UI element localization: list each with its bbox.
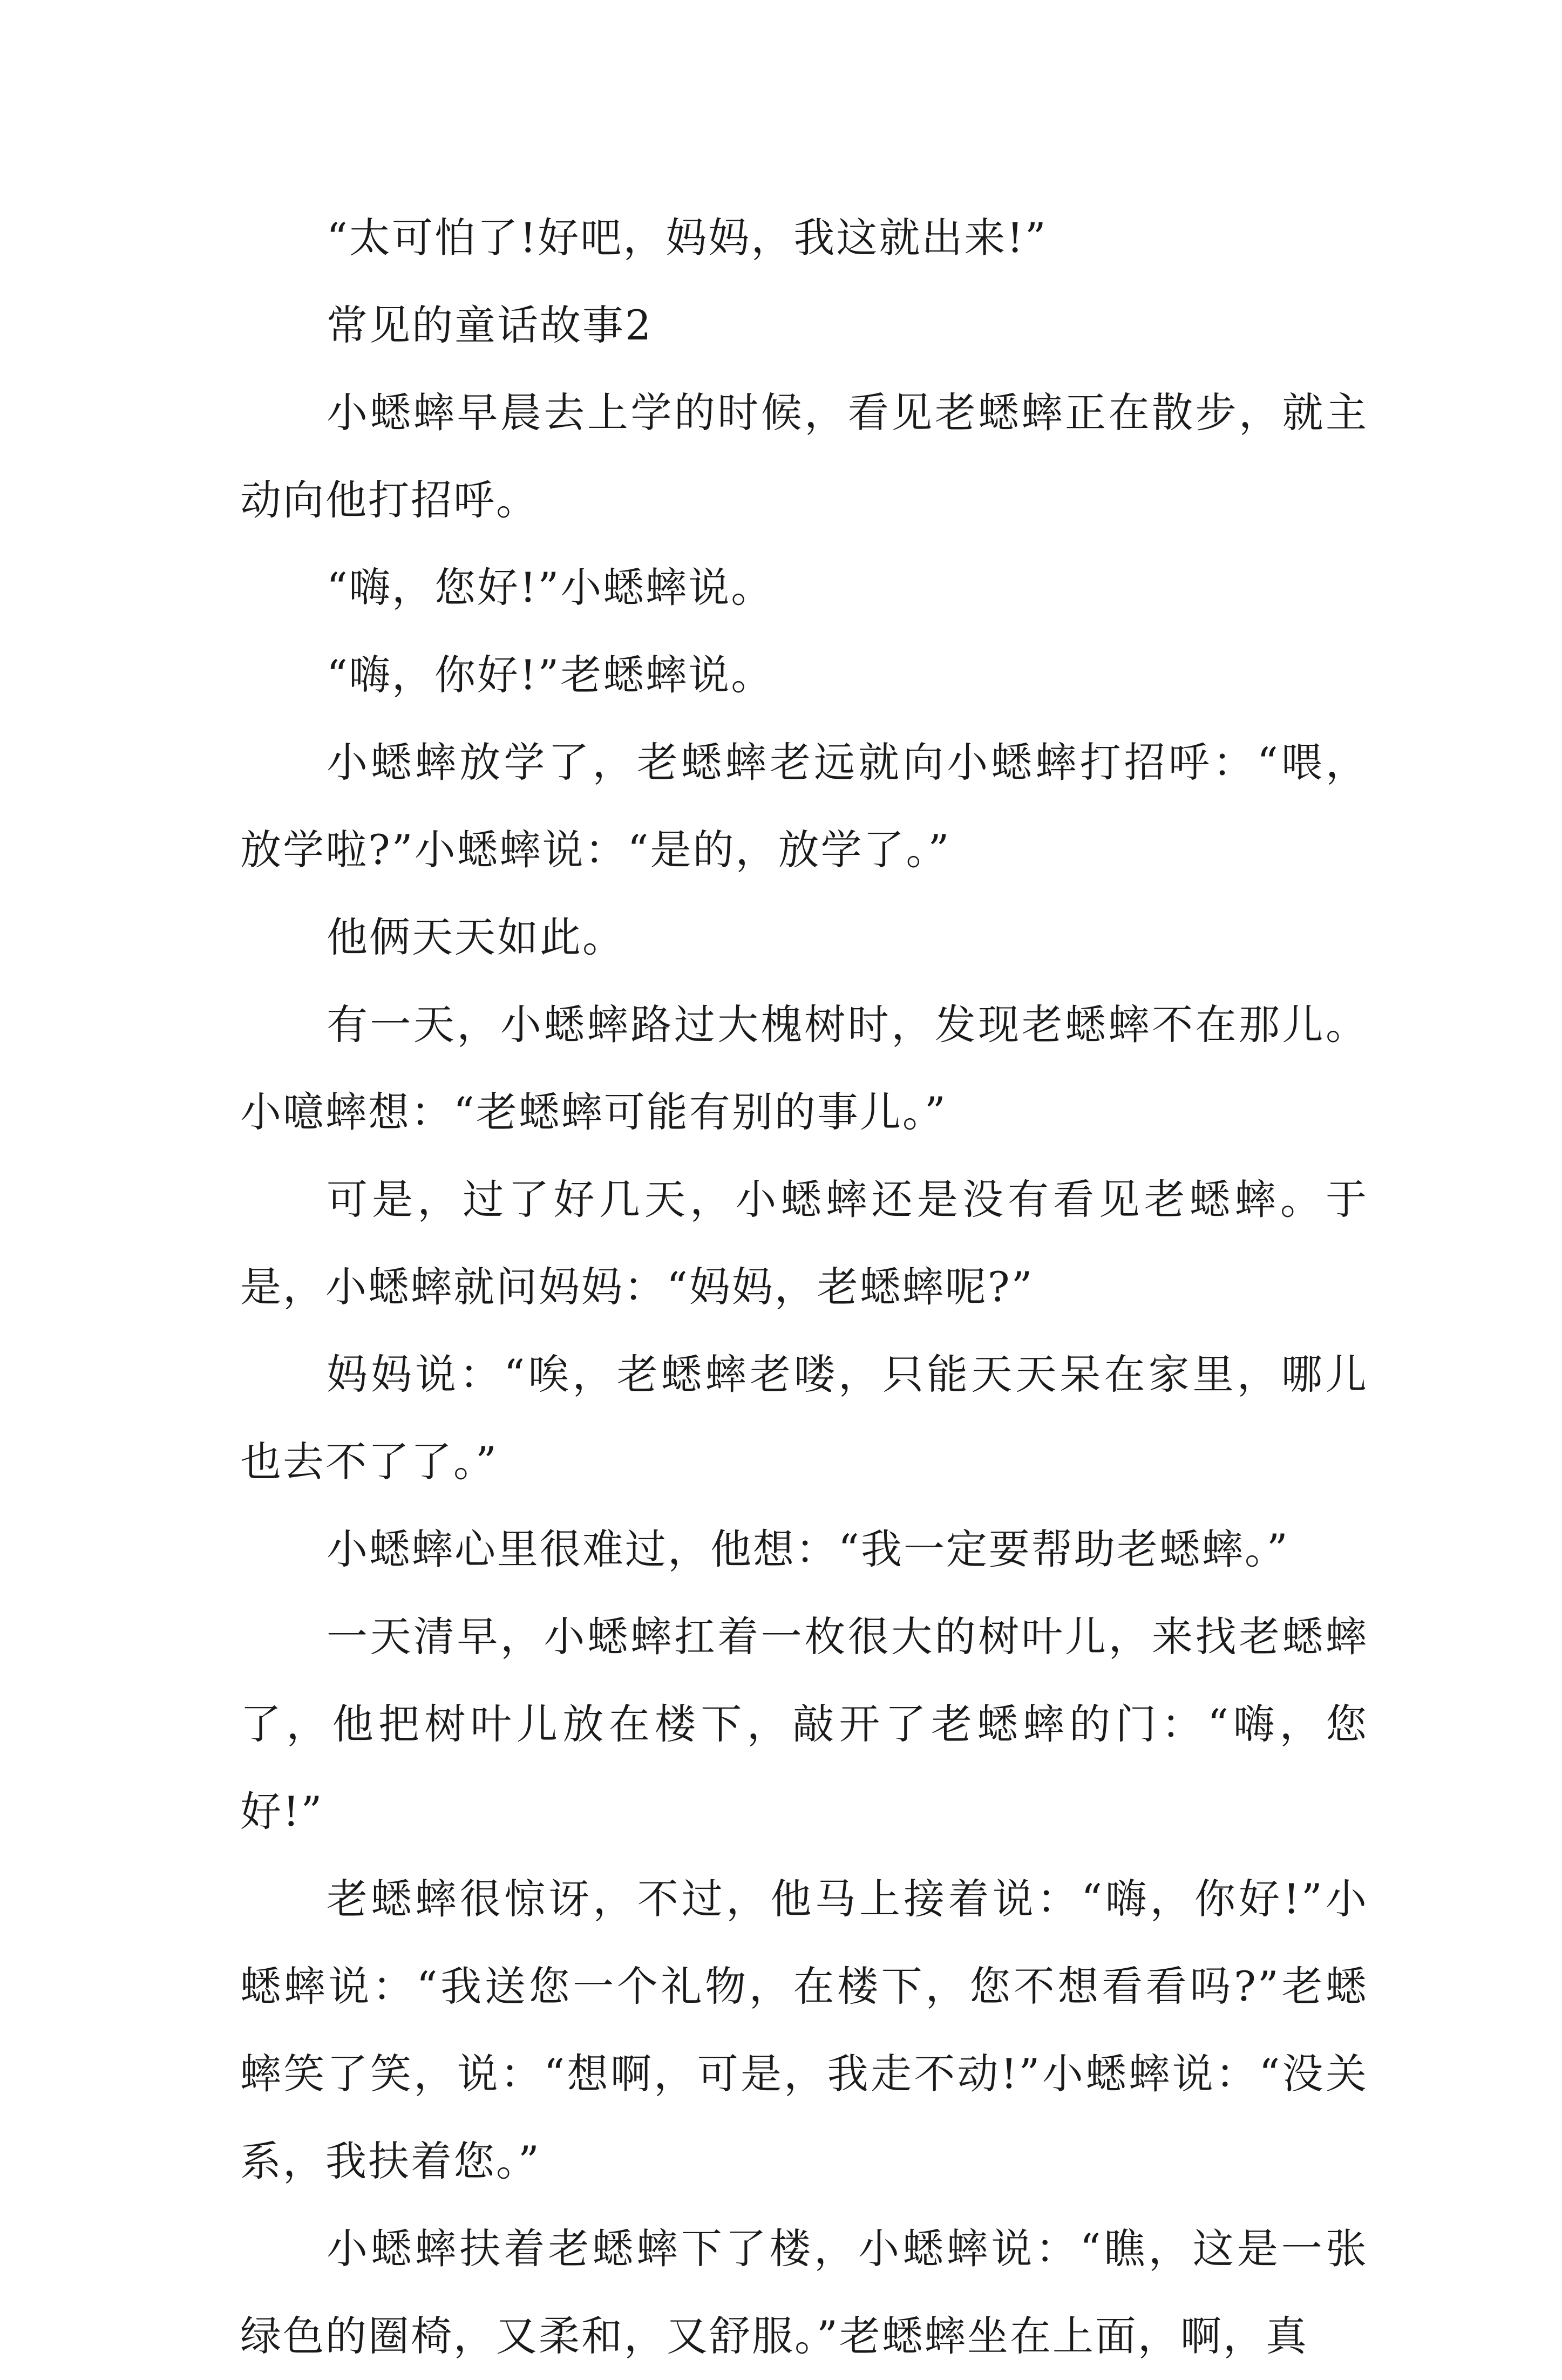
- section-heading: 常见的童话故事2: [327, 301, 653, 349]
- paragraph-after-school: 小蟋蟀放学了，老蟋蟀老远就向小蟋蟀打招呼：“喂，放学啦?”小蟋蟀说：“是的，放学了。”: [240, 738, 1368, 874]
- paragraph-quote-scary: “太可怕了!好吧，妈妈，我这就出来!”: [327, 214, 1048, 262]
- paragraph-downstairs: 小蟋蟀扶着老蟋蟀下了楼，小蟋蟀说：“瞧，这是一张绿色的圈椅，又柔和，又舒服。”老蟋蟀坐在上面，啊，真: [240, 2225, 1368, 2360]
- paragraph-one-day: 有一天，小蟋蟀路过大槐树时，发现老蟋蟀不在那儿。小噫蟀想：“老蟋蟀可能有别的事儿。”: [240, 1001, 1368, 1136]
- paragraph-morning-greeting: 小蟋蟀早晨去上学的时候，看见老蟋蟀正在散步，就主动向他打招呼。: [240, 389, 1368, 524]
- paragraph-leaf-gift: 一天清早，小蟋蟀扛着一枚很大的树叶儿，来找老蟋蟀了，他把树叶儿放在楼下，敲开了老蟋蟀的门：“嗨，您好!”: [240, 1613, 1368, 1835]
- paragraph-surprised: 老蟋蟀很惊讶，不过，他马上接着说：“嗨，你好!”小蟋蟀说：“我送您一个礼物，在楼下，您不想看看吗?”老蟋蟀笑了笑，说：“想啊，可是，我走不动!”小蟋蟀说：“没关系，我扶着您。”: [240, 1875, 1368, 2185]
- paragraph-hello-little: “嗨，您好!”小蟋蟀说。: [327, 563, 774, 611]
- paragraph-several-days: 可是，过了好几天，小蟋蟀还是没有看见老蟋蟀。于是，小蟋蟀就问妈妈：“妈妈，老蟋蟀呢?”: [240, 1175, 1368, 1311]
- paragraph-hello-old: “嗨，你好!”老蟋蟀说。: [327, 651, 774, 699]
- paragraph-mother-says: 妈妈说：“唉，老蟋蟀老喽，只能天天呆在家里，哪儿也去不了了。”: [240, 1350, 1368, 1486]
- paragraph-sad: 小蟋蟀心里很难过，他想：“我一定要帮助老蟋蟀。”: [327, 1525, 1289, 1573]
- story-text: [240, 194, 1368, 2380]
- paragraph-every-day: 他俩天天如此。: [327, 913, 625, 961]
